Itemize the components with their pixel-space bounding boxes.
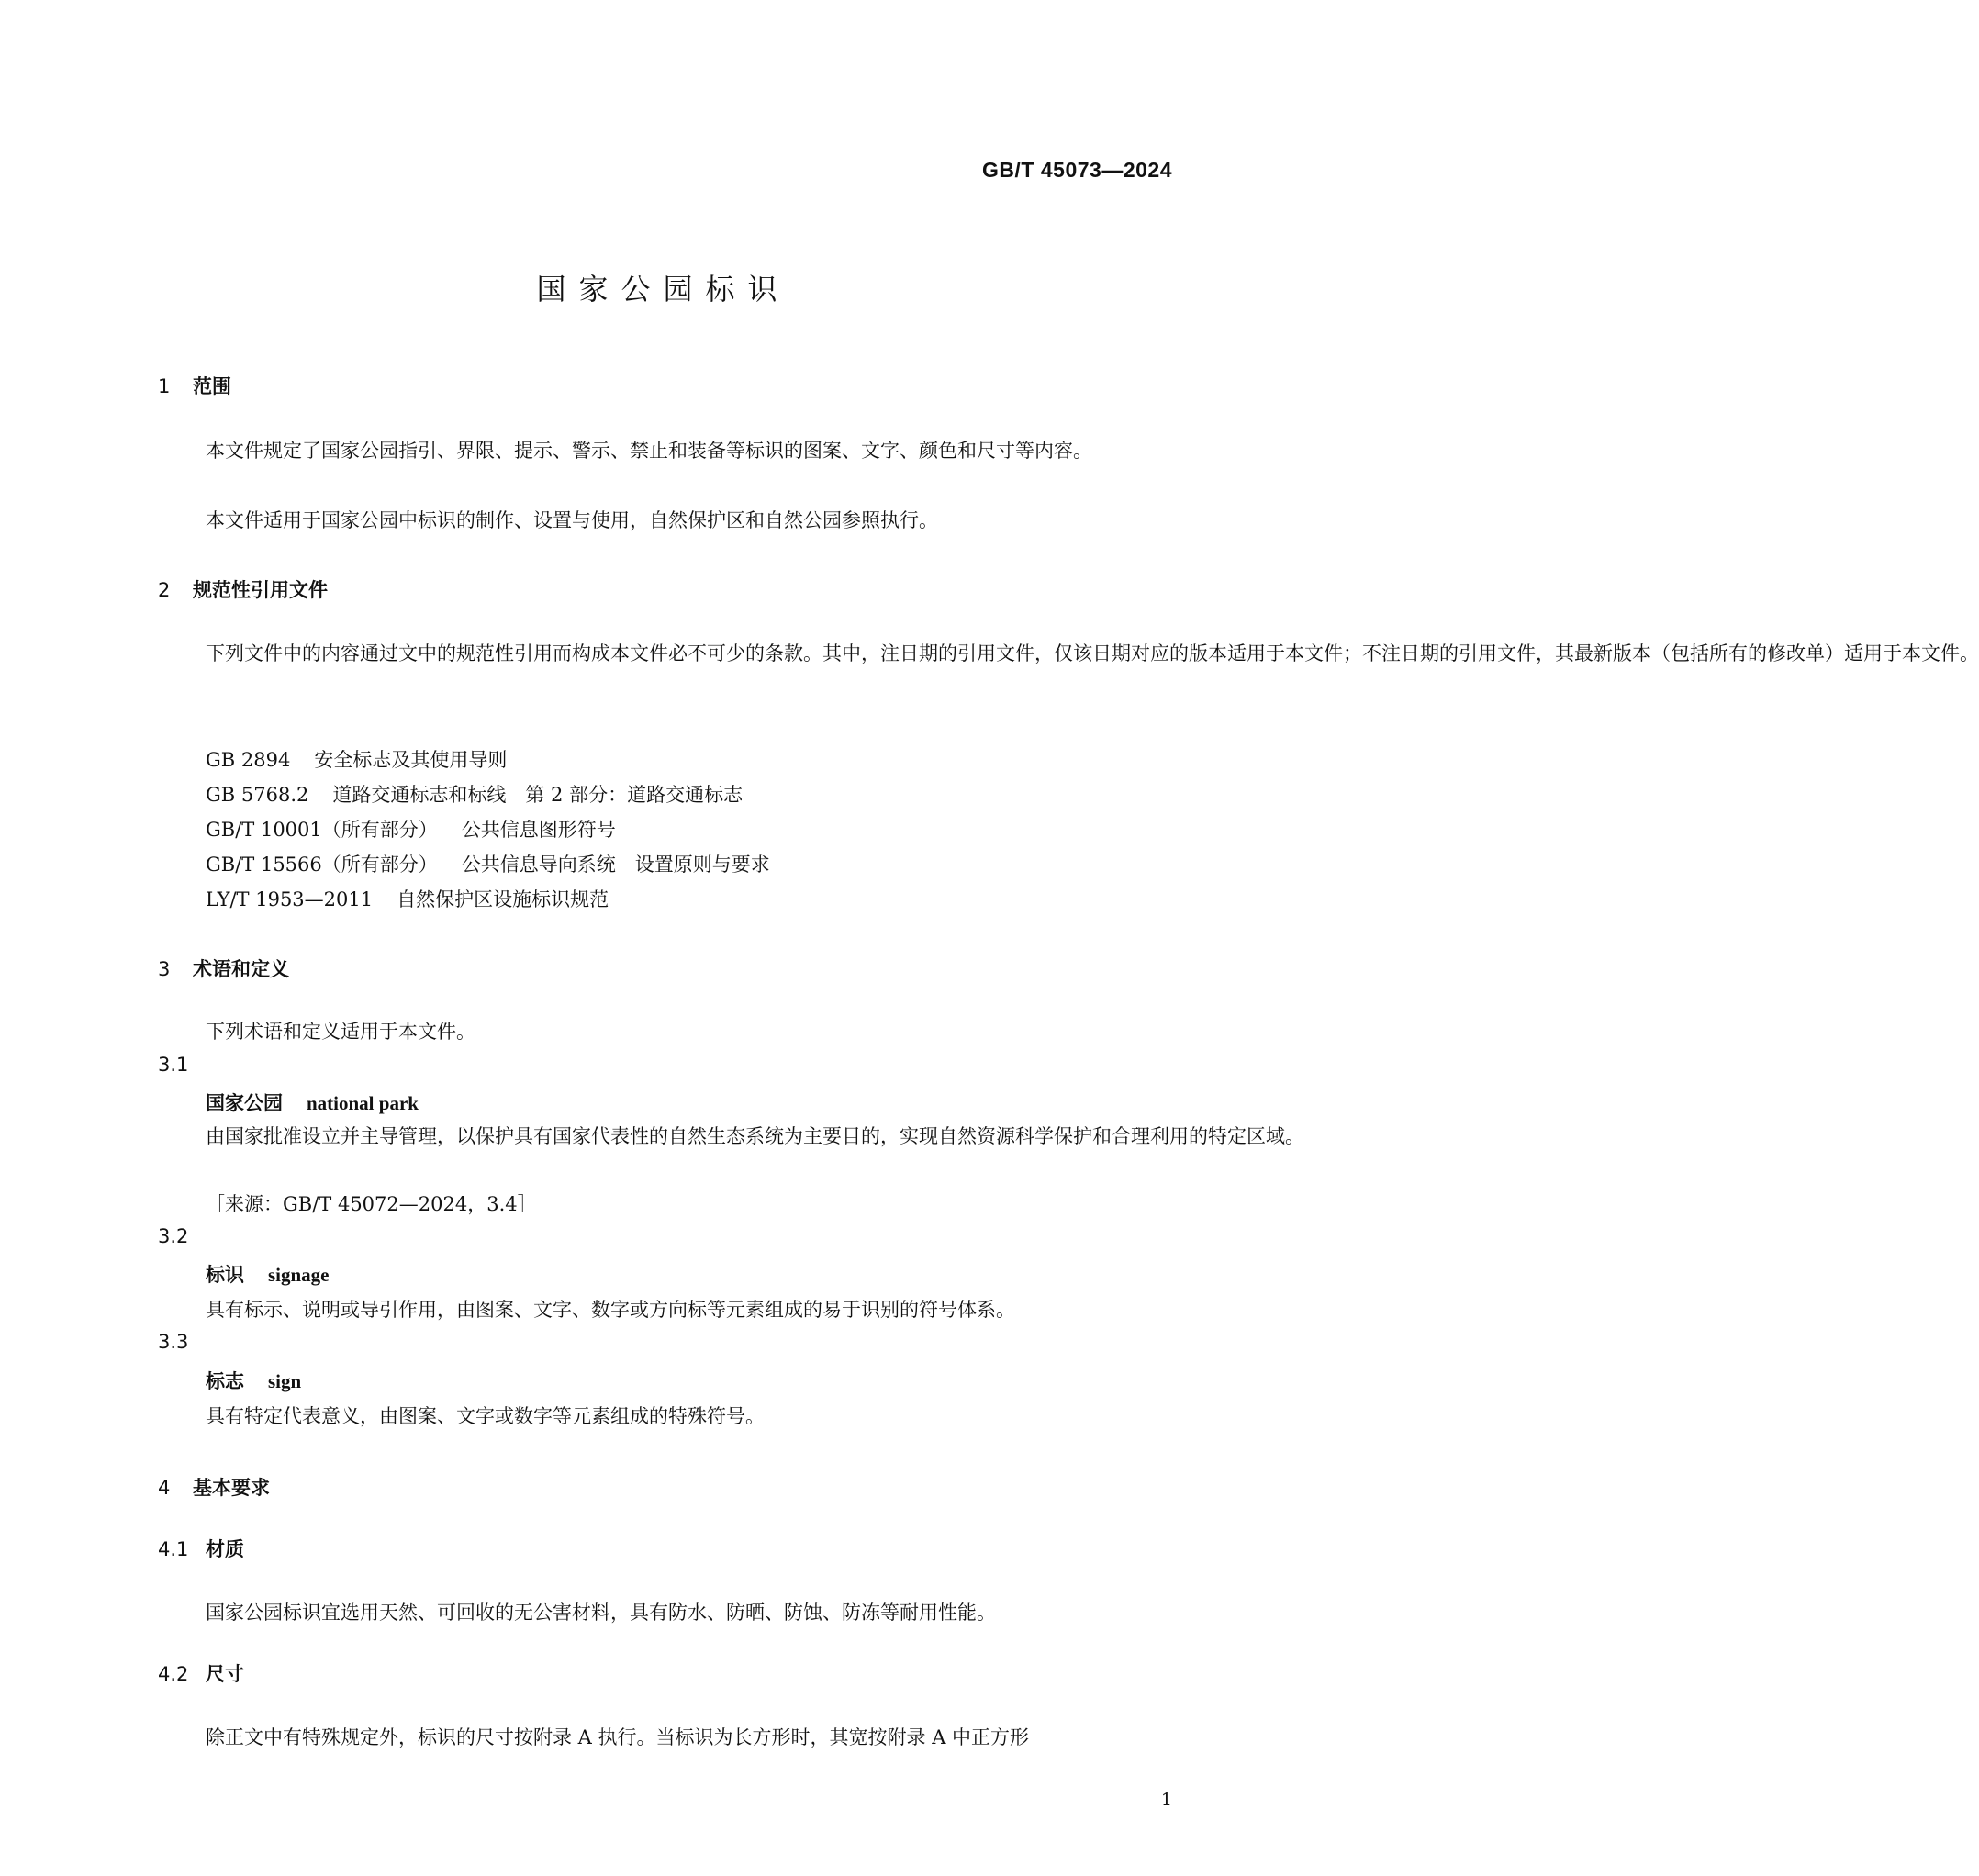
term-number: 3.1 [158, 1054, 189, 1076]
section-title: 基本要求 [193, 1477, 270, 1499]
term-en: signage [268, 1264, 330, 1286]
term-heading [206, 1367, 301, 1394]
term-definition: 由国家批准设立并主导管理，以保护具有国家代表性的自然生态系统为主要目的，实现自然资源科学保护和合理利用的特定区域。 [206, 1125, 1304, 1147]
term-zh: 国家公园 [206, 1092, 283, 1114]
section-1-heading [158, 372, 231, 399]
reference-code: GB 5768.2 [206, 784, 309, 806]
term-definition: 具有特定代表意义，由图案、文字或数字等元素组成的特殊符号。 [206, 1405, 765, 1427]
reference-code: GB/T 15566（所有部分） [206, 854, 438, 876]
reference-title: 公共信息图形符号 [461, 819, 616, 841]
document-title: 国家公园标识 [536, 272, 790, 307]
page-number: 1 [1160, 1790, 1172, 1810]
reference-code: GB/T 10001（所有部分） [206, 819, 438, 841]
subsection-4-2-text: 除正文中有特殊规定外，标识的尺寸按附录 A 执行。当标识为长方形时，其宽按附录 A 中正方形 [206, 1726, 1030, 1748]
term-heading [206, 1089, 419, 1116]
term-zh: 标志 [206, 1370, 244, 1392]
section-2-heading [158, 575, 328, 603]
term-zh: 标识 [206, 1264, 244, 1286]
section-3-intro: 下列术语和定义适用于本文件。 [206, 1021, 475, 1043]
reference-title: 公共信息导向系统 设置原则与要求 [461, 854, 770, 876]
section-2-intro: 下列文件中的内容通过文中的规范性引用而构成本文件必不可少的条款。其中，注日期的引用文件，仅该日期对应的版本适用于本文件；不注日期的引用文件，其最新版本（包括所有的修改单）适用于本文件。 [206, 642, 1979, 664]
term-number: 3.3 [158, 1331, 189, 1353]
standard-code: GB/T 45073—2024 [982, 158, 1172, 182]
section-number: 4 [158, 1477, 171, 1499]
reference-item [206, 850, 770, 877]
section-3-heading [158, 955, 289, 982]
section-4-heading [158, 1473, 270, 1501]
reference-item [206, 780, 743, 808]
reference-code: GB 2894 [206, 749, 291, 771]
reference-item [206, 815, 616, 843]
reference-item [206, 885, 609, 912]
reference-item [206, 745, 507, 773]
section-1-paragraph-2: 本文件适用于国家公园中标识的制作、设置与使用，自然保护区和自然公园参照执行。 [206, 509, 938, 531]
subsection-number: 4.1 [158, 1538, 189, 1560]
section-number: 3 [158, 958, 171, 980]
reference-title: 自然保护区设施标识规范 [397, 888, 609, 910]
section-title: 术语和定义 [193, 958, 289, 980]
reference-title: 道路交通标志和标线 第 2 部分：道路交通标志 [332, 784, 744, 806]
section-1-paragraph-1: 本文件规定了国家公园指引、界限、提示、警示、禁止和装备等标识的图案、文字、颜色和尺寸等内容。 [206, 440, 1092, 462]
term-en: sign [268, 1370, 302, 1392]
reference-code: LY/T 1953—2011 [206, 888, 374, 910]
term-heading [206, 1260, 330, 1288]
section-title: 规范性引用文件 [193, 579, 328, 601]
term-definition: 具有标示、说明或导引作用，由图案、文字、数字或方向标等元素组成的易于识别的符号体系。 [206, 1299, 1015, 1321]
subsection-number: 4.2 [158, 1663, 189, 1685]
subsection-4-1-heading [158, 1535, 244, 1562]
section-number: 1 [158, 375, 171, 397]
term-en: national park [307, 1092, 419, 1114]
term-source: ［来源：GB/T 45072—2024，3.4］ [206, 1193, 537, 1215]
subsection-title: 材质 [206, 1538, 244, 1560]
subsection-4-1-text: 国家公园标识宜选用天然、可回收的无公害材料，具有防水、防晒、防蚀、防冻等耐用性能。 [206, 1602, 996, 1624]
subsection-4-2-heading [158, 1659, 244, 1687]
subsection-title: 尺寸 [206, 1663, 244, 1685]
reference-title: 安全标志及其使用导则 [314, 749, 508, 771]
section-title: 范围 [193, 375, 231, 397]
term-number: 3.2 [158, 1225, 189, 1247]
section-number: 2 [158, 579, 171, 601]
